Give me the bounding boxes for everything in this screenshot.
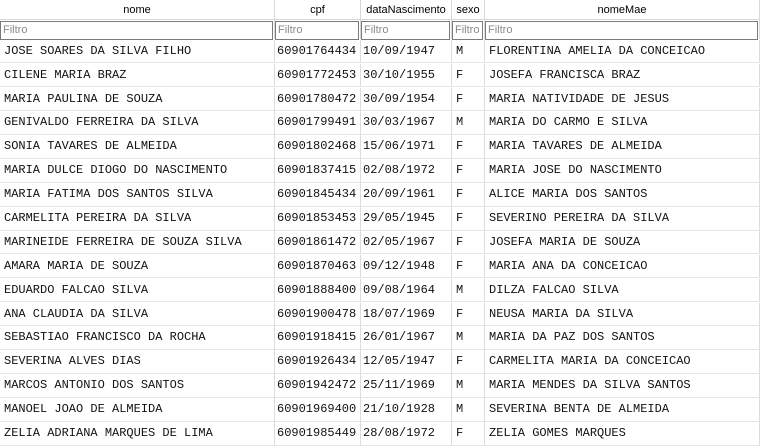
- table-cell-nome[interactable]: CARMELITA PEREIRA DA SILVA: [0, 207, 275, 231]
- filter-cell-cpf: [275, 20, 361, 39]
- table-cell-nome[interactable]: MARIA FATIMA DOS SANTOS SILVA: [0, 183, 275, 207]
- table-cell-datanascimento[interactable]: 10/09/1947: [361, 40, 452, 64]
- table-cell-nomemae[interactable]: NEUSA MARIA DA SILVA: [485, 303, 760, 327]
- table-cell-nome[interactable]: MARIA PAULINA DE SOUZA: [0, 88, 275, 112]
- table-cell-sexo[interactable]: M: [452, 374, 485, 398]
- table-cell-sexo[interactable]: F: [452, 422, 485, 446]
- table-cell-nomemae[interactable]: ALICE MARIA DOS SANTOS: [485, 183, 760, 207]
- table-cell-nomemae[interactable]: MARIA MENDES DA SILVA SANTOS: [485, 374, 760, 398]
- table-cell-cpf[interactable]: 60901802468: [275, 135, 361, 159]
- filter-input-sexo[interactable]: [452, 21, 483, 40]
- table-cell-sexo[interactable]: F: [452, 231, 485, 255]
- table-cell-nomemae[interactable]: JOSEFA MARIA DE SOUZA: [485, 231, 760, 255]
- table-cell-cpf[interactable]: 60901870463: [275, 255, 361, 279]
- table-cell-nome[interactable]: SONIA TAVARES DE ALMEIDA: [0, 135, 275, 159]
- filter-input-nome[interactable]: [0, 21, 273, 40]
- table-cell-sexo[interactable]: F: [452, 303, 485, 327]
- filter-cell-sexo: [452, 20, 485, 39]
- column-header-sexo[interactable]: sexo: [452, 0, 485, 20]
- filter-input-nomemae[interactable]: [485, 21, 758, 40]
- table-cell-nome[interactable]: ZELIA ADRIANA MARQUES DE LIMA: [0, 422, 275, 446]
- table-cell-sexo[interactable]: M: [452, 40, 485, 64]
- table-cell-datanascimento[interactable]: 21/10/1928: [361, 398, 452, 422]
- table-cell-cpf[interactable]: 60901918415: [275, 326, 361, 350]
- table-cell-datanascimento[interactable]: 18/07/1969: [361, 303, 452, 327]
- table-cell-cpf[interactable]: 60901888400: [275, 279, 361, 303]
- table-cell-cpf[interactable]: 60901969400: [275, 398, 361, 422]
- table-cell-nomemae[interactable]: MARIA DO CARMO E SILVA: [485, 111, 760, 135]
- column-header-nomemae[interactable]: nomeMae: [485, 0, 760, 20]
- table-cell-nome[interactable]: MARCOS ANTONIO DOS SANTOS: [0, 374, 275, 398]
- table-cell-nome[interactable]: JOSE SOARES DA SILVA FILHO: [0, 40, 275, 64]
- table-cell-nome[interactable]: EDUARDO FALCAO SILVA: [0, 279, 275, 303]
- table-cell-nome[interactable]: SEVERINA ALVES DIAS: [0, 350, 275, 374]
- table-cell-cpf[interactable]: 60901772453: [275, 64, 361, 88]
- table-cell-nomemae[interactable]: FLORENTINA AMELIA DA CONCEICAO: [485, 40, 760, 64]
- table-cell-nomemae[interactable]: MARIA ANA DA CONCEICAO: [485, 255, 760, 279]
- table-cell-nomemae[interactable]: DILZA FALCAO SILVA: [485, 279, 760, 303]
- table-cell-datanascimento[interactable]: 15/06/1971: [361, 135, 452, 159]
- table-cell-nomemae[interactable]: SEVERINO PEREIRA DA SILVA: [485, 207, 760, 231]
- table-cell-datanascimento[interactable]: 26/01/1967: [361, 326, 452, 350]
- table-cell-datanascimento[interactable]: 02/08/1972: [361, 159, 452, 183]
- table-cell-cpf[interactable]: 60901985449: [275, 422, 361, 446]
- table-cell-datanascimento[interactable]: 30/03/1967: [361, 111, 452, 135]
- table-cell-nomemae[interactable]: MARIA JOSE DO NASCIMENTO: [485, 159, 760, 183]
- table-cell-nome[interactable]: ANA CLAUDIA DA SILVA: [0, 303, 275, 327]
- filter-cell-nome: [0, 20, 275, 39]
- table-cell-nome[interactable]: CILENE MARIA BRAZ: [0, 64, 275, 88]
- table-cell-sexo[interactable]: F: [452, 135, 485, 159]
- table-cell-datanascimento[interactable]: 09/08/1964: [361, 279, 452, 303]
- table-cell-nome[interactable]: AMARA MARIA DE SOUZA: [0, 255, 275, 279]
- table-cell-cpf[interactable]: 60901926434: [275, 350, 361, 374]
- table-cell-nomemae[interactable]: MARIA NATIVIDADE DE JESUS: [485, 88, 760, 112]
- filter-cell-datanascimento: [361, 20, 452, 39]
- table-cell-datanascimento[interactable]: 30/09/1954: [361, 88, 452, 112]
- table-cell-cpf[interactable]: 60901942472: [275, 374, 361, 398]
- table-cell-datanascimento[interactable]: 29/05/1945: [361, 207, 452, 231]
- table-cell-sexo[interactable]: M: [452, 398, 485, 422]
- table-cell-datanascimento[interactable]: 09/12/1948: [361, 255, 452, 279]
- filter-input-datanascimento[interactable]: [361, 21, 450, 40]
- table-cell-datanascimento[interactable]: 02/05/1967: [361, 231, 452, 255]
- table-cell-nome[interactable]: SEBASTIAO FRANCISCO DA ROCHA: [0, 326, 275, 350]
- table-cell-datanascimento[interactable]: 20/09/1961: [361, 183, 452, 207]
- table-cell-cpf[interactable]: 60901900478: [275, 303, 361, 327]
- table-cell-sexo[interactable]: F: [452, 350, 485, 374]
- table-cell-datanascimento[interactable]: 30/10/1955: [361, 64, 452, 88]
- table-cell-cpf[interactable]: 60901845434: [275, 183, 361, 207]
- table-cell-nomemae[interactable]: CARMELITA MARIA DA CONCEICAO: [485, 350, 760, 374]
- table-cell-sexo[interactable]: M: [452, 326, 485, 350]
- table-cell-nomemae[interactable]: MARIA TAVARES DE ALMEIDA: [485, 135, 760, 159]
- table-cell-datanascimento[interactable]: 28/08/1972: [361, 422, 452, 446]
- table-cell-nome[interactable]: MARINEIDE FERREIRA DE SOUZA SILVA: [0, 231, 275, 255]
- table-cell-nomemae[interactable]: MARIA DA PAZ DOS SANTOS: [485, 326, 760, 350]
- column-header-nome[interactable]: nome: [0, 0, 275, 20]
- table-cell-nome[interactable]: GENIVALDO FERREIRA DA SILVA: [0, 111, 275, 135]
- table-cell-cpf[interactable]: 60901861472: [275, 231, 361, 255]
- table-cell-cpf[interactable]: 60901799491: [275, 111, 361, 135]
- table-cell-sexo[interactable]: F: [452, 88, 485, 112]
- table-cell-sexo[interactable]: F: [452, 207, 485, 231]
- column-header-datanascimento[interactable]: dataNascimento: [361, 0, 452, 20]
- table-cell-sexo[interactable]: F: [452, 64, 485, 88]
- table-cell-nome[interactable]: MARIA DULCE DIOGO DO NASCIMENTO: [0, 159, 275, 183]
- table-cell-sexo[interactable]: F: [452, 159, 485, 183]
- filter-input-cpf[interactable]: [275, 21, 359, 40]
- table-cell-datanascimento[interactable]: 12/05/1947: [361, 350, 452, 374]
- table-cell-sexo[interactable]: M: [452, 111, 485, 135]
- table-cell-cpf[interactable]: 60901853453: [275, 207, 361, 231]
- table-cell-nomemae[interactable]: JOSEFA FRANCISCA BRAZ: [485, 64, 760, 88]
- filter-cell-nomemae: [485, 20, 760, 39]
- table-cell-cpf[interactable]: 60901764434: [275, 40, 361, 64]
- column-header-cpf[interactable]: cpf: [275, 0, 361, 20]
- table-cell-sexo[interactable]: F: [452, 183, 485, 207]
- table-cell-cpf[interactable]: 60901780472: [275, 88, 361, 112]
- table-cell-nomemae[interactable]: SEVERINA BENTA DE ALMEIDA: [485, 398, 760, 422]
- table-cell-cpf[interactable]: 60901837415: [275, 159, 361, 183]
- table-cell-nome[interactable]: MANOEL JOAO DE ALMEIDA: [0, 398, 275, 422]
- table-cell-datanascimento[interactable]: 25/11/1969: [361, 374, 452, 398]
- table-cell-nomemae[interactable]: ZELIA GOMES MARQUES: [485, 422, 760, 446]
- table-cell-sexo[interactable]: M: [452, 279, 485, 303]
- table-cell-sexo[interactable]: F: [452, 255, 485, 279]
